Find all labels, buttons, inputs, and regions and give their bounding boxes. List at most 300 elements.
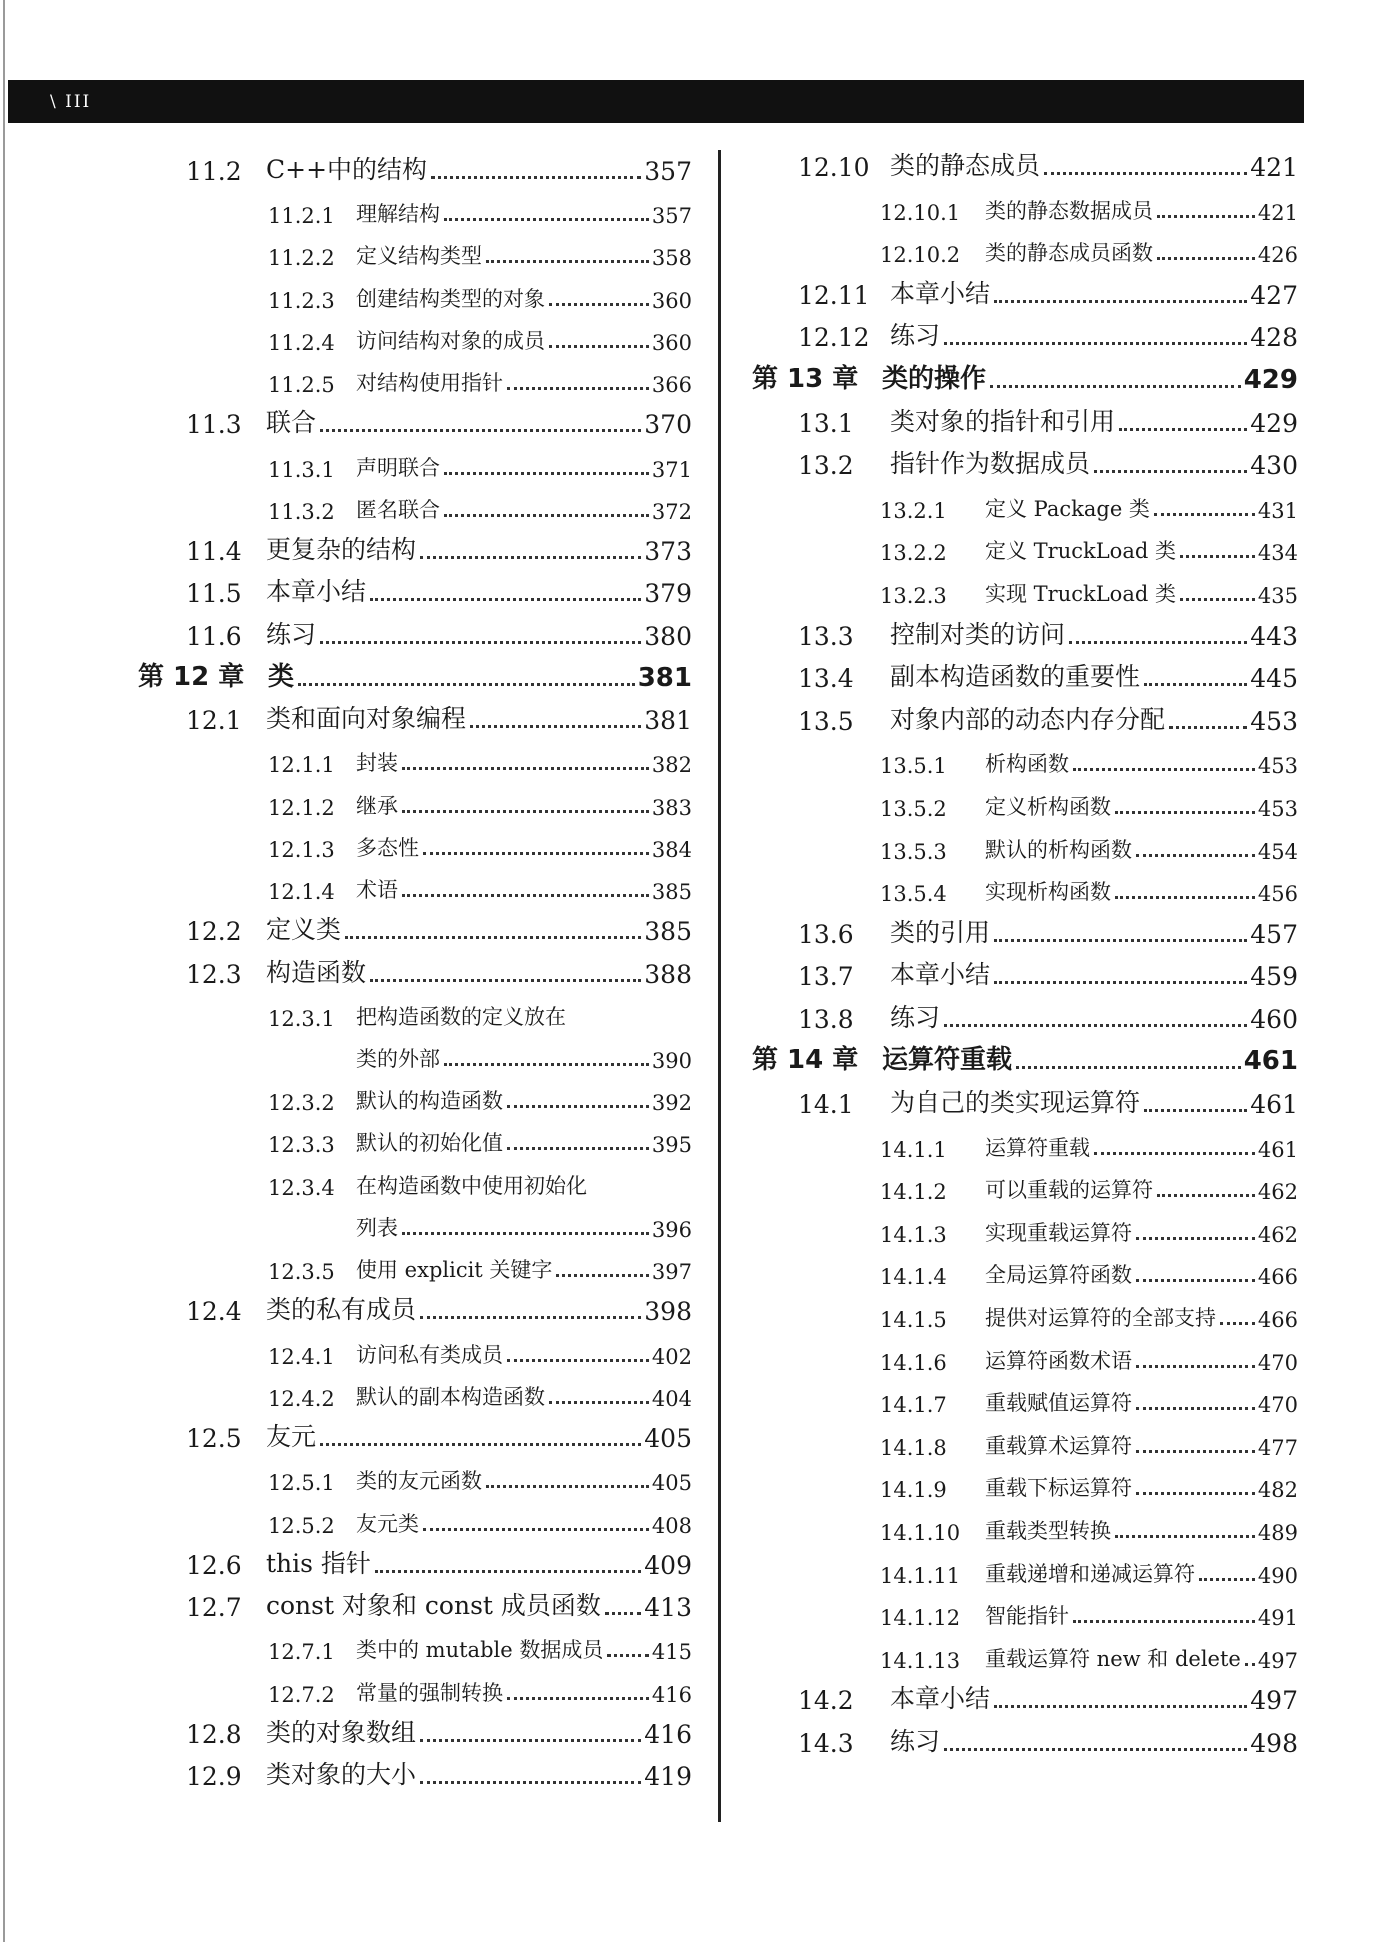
toc-entry-number: 13.5.4 — [880, 882, 947, 907]
toc-entry-page: 445 — [1250, 664, 1298, 694]
toc-entry-number: 12.7.2 — [268, 1682, 335, 1707]
toc-entry-number: 12.10.2 — [880, 243, 961, 268]
toc-entry-title: 本章小结 — [890, 1684, 991, 1714]
toc-leader-dots — [1157, 256, 1255, 260]
toc-entry-page: 381 — [637, 662, 692, 693]
toc-entry-title: 匿名联合 — [356, 497, 440, 522]
toc-leader-dots — [1069, 640, 1247, 644]
toc-entry[interactable] — [798, 1724, 1298, 1758]
toc-leader-dots — [994, 980, 1247, 984]
toc-entry[interactable] — [186, 955, 692, 989]
toc-entry[interactable] — [268, 1335, 692, 1369]
toc-entry-page: 360 — [651, 288, 692, 313]
toc-entry-title: 类的静态成员函数 — [985, 241, 1153, 266]
toc-entry[interactable] — [268, 321, 692, 355]
toc-entry-title: 类的外部 — [356, 1046, 440, 1071]
toc-entry-title: 运算符重载 — [882, 1045, 1013, 1076]
toc-entry[interactable] — [186, 574, 692, 608]
toc-entry-title: 实现重载运算符 — [985, 1220, 1132, 1245]
toc-entry-page: 453 — [1257, 796, 1298, 821]
toc-entry-number: 第 14 章 — [752, 1045, 859, 1076]
toc-entry-title: this 指针 — [266, 1548, 371, 1578]
toc-leader-dots — [1016, 1065, 1241, 1069]
toc-entry[interactable] — [880, 1128, 1298, 1162]
toc-entry-number: 14.1.13 — [880, 1648, 961, 1673]
toc-entry-title: 默认的初始化值 — [356, 1131, 503, 1156]
toc-entry[interactable] — [138, 659, 692, 693]
toc-entry-title: 类对象的指针和引用 — [890, 406, 1116, 436]
toc-entry-title: 默认的构造函数 — [356, 1089, 503, 1114]
toc-entry[interactable] — [186, 617, 692, 651]
toc-entry[interactable] — [798, 1085, 1298, 1119]
toc-entry-number: 14.1.9 — [880, 1478, 947, 1503]
toc-entry-number: 12.12 — [798, 323, 870, 353]
toc-entry[interactable] — [798, 318, 1298, 352]
toc-entry-number: 12.10.1 — [880, 200, 961, 225]
toc-entry[interactable] — [268, 448, 692, 482]
toc-entry[interactable] — [880, 830, 1298, 864]
toc-entry-number: 11.2.5 — [268, 373, 335, 398]
toc-entry-title: 实现析构函数 — [985, 880, 1111, 905]
toc-entry-title: 在构造函数中使用初始化 — [356, 1173, 587, 1198]
toc-leader-dots — [1199, 1577, 1255, 1581]
toc-entry-page: 462 — [1257, 1222, 1298, 1247]
toc-entry-page: 385 — [651, 880, 692, 905]
toc-leader-dots — [556, 1273, 648, 1277]
toc-entry-title: 为自己的类实现运算符 — [890, 1088, 1141, 1118]
toc-entry-number: 12.6 — [186, 1550, 242, 1580]
toc-leader-dots — [1136, 1449, 1255, 1453]
toc-entry[interactable] — [268, 194, 692, 228]
toc-entry-number: 14.1.6 — [880, 1350, 947, 1375]
toc-entry-title: 默认的析构函数 — [985, 837, 1132, 862]
toc-leader-dots — [507, 1358, 649, 1362]
toc-leader-dots — [370, 597, 641, 601]
toc-leader-dots — [320, 1442, 641, 1446]
toc-entry-title: 定义结构类型 — [356, 244, 482, 269]
toc-entry-title: 本章小结 — [890, 278, 991, 308]
toc-entry-page: 490 — [1257, 1563, 1298, 1588]
toc-entry-page: 456 — [1257, 882, 1298, 907]
toc-entry[interactable] — [268, 363, 692, 397]
toc-leader-dots — [1136, 853, 1255, 857]
toc-entry[interactable] — [268, 743, 692, 777]
toc-entry[interactable] — [752, 361, 1298, 395]
toc-entry-title: 练习 — [890, 1002, 941, 1032]
toc-entry[interactable] — [268, 1673, 692, 1707]
toc-entry-title: 重载赋值运算符 — [985, 1391, 1132, 1416]
toc-entry[interactable] — [186, 1588, 692, 1622]
toc-entry-page: 381 — [644, 706, 692, 736]
toc-entry[interactable] — [268, 1039, 692, 1073]
toc-entry-page: 380 — [644, 621, 692, 651]
toc-leader-dots — [994, 938, 1247, 942]
toc-entry-number: 12.3.3 — [268, 1133, 335, 1158]
toc-entry-title: 指针作为数据成员 — [890, 449, 1091, 479]
toc-entry[interactable] — [268, 279, 692, 313]
toc-entry-title: 创建结构类型的对象 — [356, 286, 545, 311]
toc-leader-dots — [1094, 1151, 1255, 1155]
toc-entry-page: 477 — [1257, 1435, 1298, 1460]
toc-entry-number: 11.3.2 — [268, 499, 335, 524]
toc-entry[interactable] — [880, 489, 1298, 523]
toc-entry-title: 副本构造函数的重要性 — [890, 662, 1141, 692]
toc-entry[interactable] — [798, 702, 1298, 736]
toc-entry-title: 类的引用 — [890, 917, 991, 947]
toc-entry[interactable] — [798, 404, 1298, 438]
toc-entry-number: 11.2.3 — [268, 288, 335, 313]
toc-leader-dots — [423, 851, 649, 855]
toc-entry-title: 友元类 — [356, 1511, 419, 1536]
toc-entry[interactable] — [880, 744, 1298, 778]
toc-entry[interactable] — [880, 1170, 1298, 1204]
toc-leader-dots — [486, 259, 649, 263]
toc-entry-number: 12.10 — [798, 153, 870, 182]
toc-entry[interactable] — [268, 1504, 692, 1538]
toc-entry-number: 13.3 — [798, 621, 854, 651]
toc-entry-page: 497 — [1257, 1648, 1298, 1673]
toc-entry[interactable] — [798, 1000, 1298, 1034]
toc-entry-title: 本章小结 — [890, 960, 991, 990]
toc-entry-page: 453 — [1250, 706, 1298, 736]
toc-entry[interactable] — [798, 659, 1298, 693]
toc-leader-dots — [402, 809, 649, 813]
toc-entry-page: 358 — [651, 246, 692, 271]
toc-leader-dots — [990, 384, 1241, 388]
toc-entry-page: 385 — [644, 917, 692, 947]
toc-entry-page: 392 — [651, 1091, 692, 1116]
toc-entry[interactable] — [880, 872, 1298, 906]
toc-entry[interactable] — [186, 405, 692, 439]
toc-entry-title: 理解结构 — [356, 202, 440, 227]
toc-entry[interactable] — [268, 828, 692, 862]
toc-entry-number: 11.2.1 — [268, 204, 335, 229]
toc-entry[interactable] — [752, 1042, 1298, 1076]
toc-leader-dots — [1136, 1406, 1255, 1410]
toc-entry-page: 373 — [644, 537, 692, 567]
toc-entry[interactable] — [880, 1426, 1298, 1460]
toc-entry-number: 12.3.5 — [268, 1260, 335, 1285]
toc-leader-dots — [420, 1738, 641, 1742]
toc-leader-dots — [549, 344, 649, 348]
toc-entry[interactable] — [880, 1554, 1298, 1588]
toc-entry[interactable] — [798, 957, 1298, 991]
toc-entry-page: 497 — [1250, 1686, 1298, 1716]
toc-entry-page: 431 — [1257, 498, 1298, 523]
toc-leader-dots — [431, 175, 641, 179]
toc-entry[interactable] — [798, 446, 1298, 480]
toc-leader-dots — [402, 1231, 649, 1235]
toc-leader-dots — [1157, 1193, 1255, 1197]
toc-entry-page: 462 — [1257, 1180, 1298, 1205]
toc-entry-title: 定义类 — [266, 915, 342, 945]
toc-entry[interactable] — [268, 1630, 692, 1664]
toc-leader-dots — [1154, 512, 1255, 516]
toc-entry-title: 练习 — [890, 1727, 941, 1756]
toc-entry[interactable] — [186, 1715, 692, 1749]
toc-entry[interactable] — [880, 1383, 1298, 1417]
toc-entry-page: 360 — [651, 330, 692, 355]
toc-entry-title: 类的私有成员 — [266, 1295, 417, 1325]
toc-entry-number: 11.4 — [186, 537, 242, 567]
toc-entry-page: 415 — [651, 1640, 692, 1665]
toc-entry-number: 12.3.1 — [268, 1006, 335, 1031]
toc-entry-number: 13.5.3 — [880, 839, 947, 864]
toc-entry-number: 12.3.4 — [268, 1175, 335, 1200]
toc-entry[interactable] — [880, 1213, 1298, 1247]
toc-entry-title: 类的对象数组 — [266, 1717, 417, 1747]
toc-leader-dots — [298, 682, 635, 686]
toc-entry-number: 12.8 — [186, 1719, 242, 1749]
toc-entry-number: 12.1.4 — [268, 880, 335, 905]
toc-entry-page: 404 — [651, 1386, 692, 1411]
toc-leader-dots — [1073, 767, 1255, 771]
toc-entry-title: 封装 — [356, 751, 398, 776]
toc-entry[interactable] — [268, 786, 692, 820]
toc-leader-dots — [507, 1146, 649, 1150]
toc-leader-dots — [1144, 1108, 1247, 1112]
toc-entry[interactable] — [798, 915, 1298, 949]
toc-entry-page: 379 — [644, 579, 692, 609]
toc-entry[interactable] — [880, 1639, 1298, 1673]
toc-entry[interactable] — [880, 1298, 1298, 1332]
toc-entry-title: 对结构使用指针 — [356, 371, 503, 396]
toc-entry-page: 405 — [651, 1471, 692, 1496]
toc-entry[interactable] — [268, 1377, 692, 1411]
toc-entry-number: 11.3 — [186, 410, 242, 440]
toc-entry-title: 类对象的大小 — [266, 1760, 417, 1789]
toc-entry-page: 470 — [1257, 1393, 1298, 1418]
toc-entry[interactable] — [880, 1255, 1298, 1289]
toc-entry[interactable] — [880, 191, 1298, 225]
toc-entry-page: 396 — [651, 1217, 692, 1242]
toc-entry-title: 继承 — [356, 793, 398, 818]
toc-leader-dots — [1136, 1236, 1255, 1240]
toc-leader-dots — [944, 1747, 1247, 1751]
toc-entry-title: 常量的强制转换 — [356, 1680, 503, 1705]
toc-entry-number: 13.5 — [798, 706, 854, 736]
toc-entry-title: 列表 — [356, 1215, 398, 1240]
toc-entry-number: 11.2.2 — [268, 246, 335, 271]
toc-leader-dots — [370, 978, 641, 982]
toc-entry-number: 13.2 — [798, 451, 854, 481]
toc-entry-title: const 对象和 const 成员函数 — [266, 1591, 601, 1621]
toc-entry-number: 13.6 — [798, 919, 854, 949]
toc-entry-title: 类的静态成员 — [890, 151, 1041, 180]
toc-entry[interactable] — [268, 1208, 692, 1242]
toc-entry-number: 13.7 — [798, 962, 854, 992]
toc-entry-title: 类 — [268, 661, 295, 692]
toc-entry[interactable] — [880, 531, 1298, 565]
toc-entry-title: 类的友元函数 — [356, 1469, 482, 1494]
toc-entry-number: 12.1 — [186, 706, 242, 736]
toc-entry-page: 390 — [651, 1048, 692, 1073]
toc-entry-number: 14.2 — [798, 1686, 854, 1716]
toc-leader-dots — [1157, 214, 1255, 218]
toc-entry[interactable] — [268, 1123, 692, 1157]
toc-entry-number: 12.7.1 — [268, 1640, 335, 1665]
toc-entry-page: 372 — [651, 499, 692, 524]
toc-entry-number: 14.1.5 — [880, 1308, 947, 1333]
toc-entry-title: 类和面向对象编程 — [266, 704, 467, 734]
toc-leader-dots — [507, 386, 649, 390]
toc-entry-page: 498 — [1250, 1729, 1298, 1758]
toc-entry-page: 382 — [651, 753, 692, 778]
toc-entry[interactable] — [186, 152, 692, 186]
toc-entry-title: 默认的副本构造函数 — [356, 1384, 545, 1409]
toc-leader-dots — [1180, 554, 1255, 558]
toc-entry-title: 运算符函数术语 — [985, 1348, 1132, 1373]
toc-entry-page: 426 — [1257, 243, 1298, 268]
toc-entry[interactable] — [880, 574, 1298, 608]
toc-entry-number: 14.1.4 — [880, 1265, 947, 1290]
toc-entry-number: 11.2.4 — [268, 330, 335, 355]
toc-entry-number: 14.1.10 — [880, 1521, 961, 1546]
toc-entry-title: 多态性 — [356, 835, 419, 860]
toc-entry[interactable] — [880, 1341, 1298, 1375]
toc-entry-number: 12.1.1 — [268, 753, 335, 778]
toc-entry-title: C++中的结构 — [266, 155, 428, 184]
toc-entry-page: 482 — [1257, 1478, 1298, 1503]
toc-entry-title: 联合 — [266, 408, 317, 438]
toc-entry-number: 11.3.1 — [268, 457, 335, 482]
toc-entry-number: 12.1.3 — [268, 837, 335, 862]
toc-entry-number: 13.8 — [798, 1004, 854, 1034]
toc-entry-page: 489 — [1257, 1521, 1298, 1546]
toc-leader-dots — [1245, 1662, 1255, 1666]
toc-entry-page: 421 — [1250, 153, 1298, 182]
toc-entry-title: 术语 — [356, 878, 398, 903]
toc-entry-number: 14.1.8 — [880, 1435, 947, 1460]
toc-entry-number: 13.5.2 — [880, 796, 947, 821]
toc-entry[interactable] — [268, 1166, 692, 1200]
toc-entry-number: 13.4 — [798, 664, 854, 694]
toc-leader-dots — [470, 724, 641, 728]
toc-entry-page: 428 — [1250, 323, 1298, 353]
toc-entry-page: 466 — [1257, 1265, 1298, 1290]
toc-entry-page: 371 — [651, 457, 692, 482]
toc-entry[interactable] — [880, 1596, 1298, 1630]
toc-entry[interactable] — [186, 1292, 692, 1326]
toc-leader-dots — [444, 471, 649, 475]
toc-entry-title: 全局运算符函数 — [985, 1263, 1132, 1288]
toc-entry-title: 重载运算符 new 和 delete — [985, 1646, 1241, 1671]
toc-entry[interactable] — [798, 617, 1298, 651]
toc-entry-title: 类的操作 — [882, 363, 987, 394]
toc-entry-page: 405 — [644, 1424, 692, 1454]
toc-leader-dots — [605, 1611, 641, 1615]
header-bar — [8, 80, 1304, 123]
toc-entry-number: 12.4.2 — [268, 1386, 335, 1411]
toc-entry-number: 14.1.1 — [880, 1137, 947, 1162]
toc-entry[interactable] — [268, 1461, 692, 1495]
toc-entry-page: 427 — [1250, 280, 1298, 310]
toc-leader-dots — [944, 341, 1247, 345]
toc-entry[interactable] — [268, 870, 692, 904]
toc-entry-page: 443 — [1250, 621, 1298, 651]
toc-entry-page: 370 — [644, 410, 692, 440]
toc-entry[interactable] — [268, 997, 692, 1031]
toc-entry[interactable] — [880, 233, 1298, 267]
toc-entry-page: 383 — [651, 795, 692, 820]
toc-entry-page: 459 — [1250, 962, 1298, 992]
toc-entry[interactable] — [798, 148, 1298, 182]
toc-entry-page: 416 — [651, 1682, 692, 1707]
toc-entry-page: 430 — [1250, 451, 1298, 481]
toc-entry-page: 402 — [651, 1344, 692, 1369]
toc-entry-number: 11.5 — [186, 579, 242, 609]
toc-entry-title: 访问私有类成员 — [356, 1342, 503, 1367]
toc-entry-number: 13.2.3 — [880, 583, 947, 608]
toc-entry[interactable] — [268, 1250, 692, 1284]
toc-entry-number: 12.1.2 — [268, 795, 335, 820]
toc-entry-title: 构造函数 — [266, 957, 367, 987]
toc-entry-page: 461 — [1250, 1090, 1298, 1120]
toc-leader-dots — [1115, 810, 1255, 814]
toc-entry[interactable] — [880, 787, 1298, 821]
toc-leader-dots — [1115, 895, 1255, 899]
toc-leader-dots — [507, 1696, 649, 1700]
toc-entry-title: 友元 — [266, 1422, 317, 1452]
toc-entry-page: 384 — [651, 837, 692, 862]
toc-entry-number: 11.6 — [186, 621, 242, 651]
toc-entry-page: 457 — [1250, 919, 1298, 949]
toc-entry-number: 11.2 — [186, 157, 242, 186]
toc-entry[interactable] — [880, 1511, 1298, 1545]
toc-entry-number: 14.1.3 — [880, 1222, 947, 1247]
toc-entry-number: 12.5.1 — [268, 1471, 335, 1496]
toc-entry-title: 重载算术运算符 — [985, 1433, 1132, 1458]
toc-leader-dots — [994, 1704, 1247, 1708]
toc-entry[interactable] — [798, 276, 1298, 310]
toc-entry[interactable] — [186, 1419, 692, 1453]
toc-entry[interactable] — [186, 701, 692, 735]
toc-leader-dots — [345, 935, 641, 939]
toc-entry-title: 控制对类的访问 — [890, 619, 1066, 649]
toc-leader-dots — [1169, 725, 1247, 729]
toc-leader-dots — [423, 1527, 649, 1531]
toc-entry-page: 454 — [1257, 839, 1298, 864]
toc-leader-dots — [549, 302, 649, 306]
toc-entry[interactable] — [186, 1757, 692, 1791]
toc-entry[interactable] — [186, 912, 692, 946]
toc-entry-number: 12.9 — [186, 1762, 242, 1791]
toc-entry-page: 470 — [1257, 1350, 1298, 1375]
toc-leader-dots — [1044, 171, 1247, 175]
toc-entry[interactable] — [186, 1546, 692, 1580]
toc-entry[interactable] — [186, 532, 692, 566]
toc-entry-title: 实现 TruckLoad 类 — [985, 581, 1176, 606]
toc-entry[interactable] — [268, 236, 692, 270]
toc-entry-page: 434 — [1257, 541, 1298, 566]
toc-entry-title: 定义 TruckLoad 类 — [985, 539, 1176, 564]
toc-entry-page: 429 — [1243, 364, 1298, 395]
toc-entry-number: 14.1.12 — [880, 1606, 961, 1631]
toc-leader-dots — [444, 1062, 649, 1066]
toc-leader-dots — [1136, 1278, 1255, 1282]
toc-entry-title: 重载递增和递减运算符 — [985, 1561, 1195, 1586]
toc-entry[interactable] — [880, 1468, 1298, 1502]
toc-entry-number: 14.1 — [798, 1090, 854, 1120]
toc-entry-page: 461 — [1243, 1046, 1298, 1077]
toc-leader-dots — [1220, 1321, 1255, 1325]
toc-entry[interactable] — [798, 1681, 1298, 1715]
toc-entry-page: 395 — [651, 1133, 692, 1158]
toc-entry-title: 本章小结 — [266, 577, 367, 607]
toc-entry-title: 可以重载的运算符 — [985, 1178, 1153, 1203]
toc-entry[interactable] — [268, 1081, 692, 1115]
toc-entry[interactable] — [268, 490, 692, 524]
